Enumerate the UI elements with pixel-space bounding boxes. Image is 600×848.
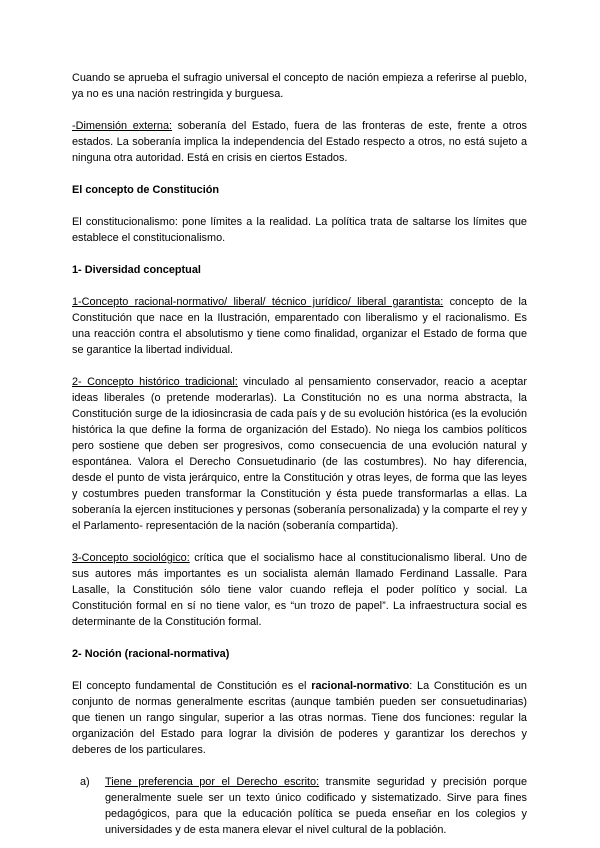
list-item-text: transmite seguridad y precisión porque generalmente suele ser un texto único codificado y sistematizado. Sirve para fines pedagógicos, para que la educación política se pueda enseñar en los colegios y universidades y de esta manera elevar el nivel cultural de la población. xyxy=(105,776,527,836)
spacer xyxy=(72,534,527,550)
fundamental-text-b: : La Constitución es un conjunto de normas generalmente escritas (aunque también pueden ser consuetudinarias) que tienen un rango singular, superior a las otras normas. Tiene dos funciones: regular la organización del Estado para lograr la división de poderes y garantizar los derechos y deberes de los particulares. xyxy=(72,680,527,756)
spacer xyxy=(72,166,527,182)
concepto-historico-text: vinculado al pensamiento conservador, reacio a aceptar ideas liberales (o pretende moderarlas). La Constitución no es una norma abstracta, la Constitución surge de la idiosincrasia de cada país y de su evolución histórica (es la evolución histórica la que define la forma de organización del Estado). No niega los cambios políticos pero sostiene que deben ser progresivos, como consecuencia de una evolución natural y espontánea. Valora el Derecho Consuetudinario (de las costumbres). No hay diferencia, desde el punto de vista jerárquico, entre la Constitución y otras leyes, de forma que las leyes y costumbres pueden transformar la Constitución y ésta puede transformarlas a ellas. La soberanía la ejercen instituciones y personas (soberanía personalizada) y la comparte el rey y el Parlamento- representación de la nación (soberanía compartida). xyxy=(72,376,527,532)
heading-concepto-constitucion: El concepto de Constitución xyxy=(72,184,220,196)
document-page xyxy=(72,70,527,838)
spacer xyxy=(72,246,527,262)
concepto-sociologico-label: 3-Concepto sociológico: xyxy=(72,552,190,564)
concepto-sociologico-text: crítica que el socialismo hace al constitucionalismo liberal. Uno de sus autores más importantes es un socialista alemán llamado Ferdinand Lassalle. Para Lasalle, la Constitución sólo tiene valor cuando refleja el poder político y social. La Constitución formal en sí no tiene valor, es “un trozo de papel”. La infraestructura social es determinante de la Constitución formal. xyxy=(72,552,527,628)
concepto-racional-label: 1-Concepto racional-normativo/ liberal/ técnico jurídico/ liberal garantista: xyxy=(72,296,444,308)
heading-diversidad-conceptual: 1- Diversidad conceptual xyxy=(72,264,201,276)
spacer xyxy=(72,758,527,774)
concepto-historico-label: 2- Concepto histórico tradicional: xyxy=(72,376,238,388)
spacer xyxy=(72,358,527,374)
paragraph-dimension-externa xyxy=(72,118,527,166)
paragraph-concepto-fundamental xyxy=(72,678,527,758)
fundamental-bold-term: racional-normativo xyxy=(311,680,410,692)
spacer xyxy=(72,102,527,118)
spacer xyxy=(72,630,527,646)
list-marker: a) xyxy=(80,776,90,788)
paragraph-concepto-historico xyxy=(72,374,527,534)
spacer xyxy=(72,198,527,214)
heading-nocion: 2- Noción (racional-normativa) xyxy=(72,648,230,660)
paragraph-constitucionalismo: El constitucionalismo: pone límites a la realidad. La política trata de saltarse los límites que establece el constitucionalismo. xyxy=(72,216,527,244)
concepto-racional-text: concepto de la Constitución que nace en la Ilustración, emparentado con liberalismo y el racionalismo. Es una reacción contra el absolutismo y tiene como finalidad, organizar el Estado de forma que se garantice la libertad individual. xyxy=(72,296,527,356)
list-item-label: Tiene preferencia por el Derecho escrito: xyxy=(105,776,320,788)
paragraph-intro: Cuando se aprueba el sufragio universal el concepto de nación empieza a referirse al pueblo, ya no es una nación restringida y burguesa. xyxy=(72,72,527,100)
paragraph-concepto-sociologico xyxy=(72,550,527,630)
spacer xyxy=(72,662,527,678)
paragraph-concepto-racional xyxy=(72,294,527,358)
list-item-body xyxy=(105,774,527,838)
dimension-externa-label: -Dimensión externa: xyxy=(72,120,173,132)
fundamental-text-a: El concepto fundamental de Constitución es el xyxy=(72,680,312,692)
list-item-a xyxy=(72,774,527,838)
dimension-externa-text: soberanía del Estado, fuera de las fronteras de este, frente a otros estados. La soberanía implica la independencia del Estado respecto a otros, no está sujeto a ninguna otra autoridad. Está en crisis en ciertos Estados. xyxy=(72,120,528,164)
spacer xyxy=(72,278,527,294)
